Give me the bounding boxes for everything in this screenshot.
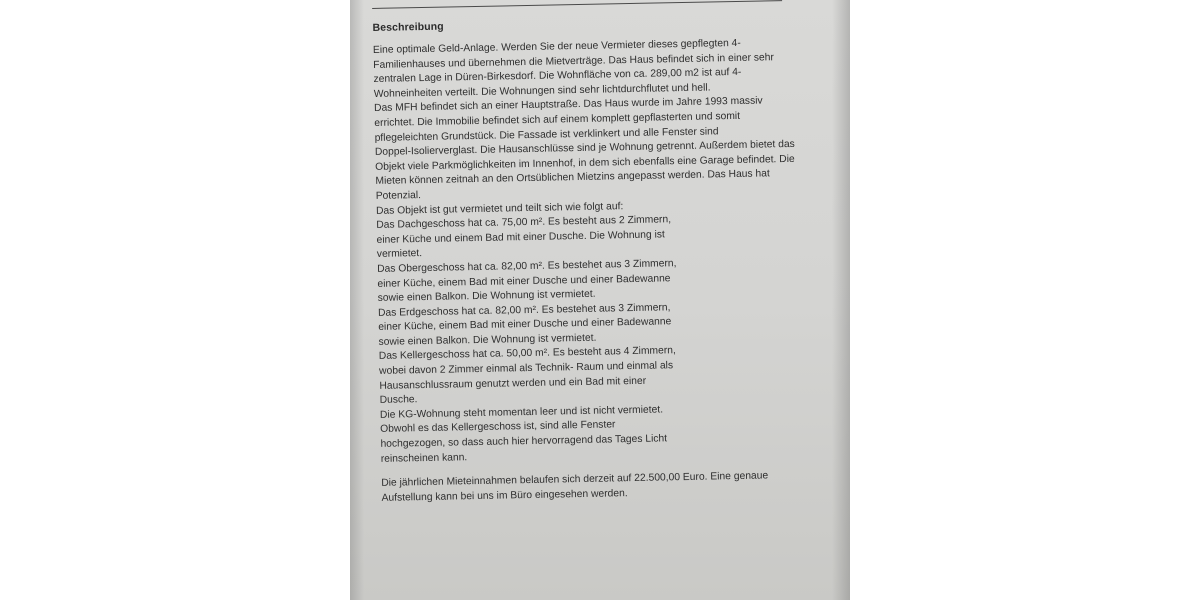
text-line: sowie einen Balkon. Die Wohnung ist vermietet. (377, 288, 596, 304)
text-line: Mieten können zeitnah an den Ortsüblichen Mietzins angepasst werden. Das Haus hat (375, 168, 770, 188)
text-line: errichtet. Die Immobilie befindet sich auf einem komplett gepflasterten und somit (374, 110, 741, 129)
text-line: vermietet. (376, 248, 423, 261)
text-line: Wohneinheiten verteilt. Die Wohnungen sind sehr lichtdurchflutet und hell. (373, 82, 711, 100)
text-line: Aufstellung kann bei uns im Büro eingesehen werden. (381, 487, 628, 504)
text-line: Potenzial. (375, 189, 422, 202)
text-line: Das MFH befindet sich an einer Hauptstraße. Das Haus wurde im Jahre 1993 massiv (373, 95, 763, 115)
text-line: einer Küche, einem Bad mit einer Dusche und einer Badewanne (378, 316, 672, 334)
document-photo (350, 0, 850, 600)
text-line: Das Kellergeschoss hat ca. 50,00 m². Es besteht aus 4 Zimmern, (378, 345, 676, 363)
page-shadow-left (350, 0, 364, 600)
text-line: einer Küche und einem Bad mit einer Dusche. Die Wohnung ist (376, 229, 665, 246)
text-line: Das Dachgeschoss hat ca. 75,00 m². Es besteht aus 2 Zimmern, (376, 214, 672, 232)
text-line: Obwohl es das Kellergeschoss ist, sind alle Fenster (380, 419, 616, 436)
top-rule (372, 0, 782, 9)
text-line: zentralen Lage in Düren-Birkesdorf. Die Wohnfläche von ca. 289,00 m2 ist auf 4- (373, 67, 742, 86)
description-paragraph (373, 36, 811, 467)
text-line: reinscheinen kann. (380, 451, 468, 465)
text-line: Familienhauses und übernehmen die Mietverträge. Das Haus befindet sich in einer sehr (373, 51, 774, 71)
closing-paragraph (381, 469, 811, 506)
section-heading: Beschreibung (372, 20, 444, 34)
text-line: wobei davon 2 Zimmer einmal als Technik- Raum und einmal als (379, 360, 674, 377)
text-line: Dusche. (379, 394, 418, 407)
text-line: Die KG-Wohnung steht momentan leer und ist nicht vermietet. (379, 404, 664, 421)
text-line: Doppel-Isolierverglast. Die Hausanschlüsse sind je Wohnung getrennt. Außerdem bietet das (374, 139, 795, 159)
text-line: pflegeleichten Grundstück. Die Fassade ist verklinkert und alle Fenster sind (374, 125, 719, 144)
document-page (370, 0, 831, 600)
page-shadow-right (832, 0, 850, 600)
text-line: Hausanschlussraum genutzt werden und ein Bad mit einer (379, 375, 647, 392)
text-line: Das Obergeschoss hat ca. 82,00 m². Es bestehet aus 3 Zimmern, (377, 258, 677, 275)
text-line: Das Erdgeschoss hat ca. 82,00 m². Es bestehet aus 3 Zimmern, (377, 301, 671, 319)
text-line: Objekt viele Parkmöglichkeiten im Innenhof, in dem sich ebenfalls eine Garage befindet. Die (375, 153, 795, 173)
text-line: Das Objekt ist gut vermietet und teilt sich wie folgt auf: (375, 200, 624, 217)
text-line: sowie einen Balkon. Die Wohnung ist vermietet. (378, 332, 597, 348)
text-line: Die jährlichen Mieteinnahmen belaufen sich derzeit auf 22.500,00 Euro. Eine genaue (381, 470, 769, 489)
text-line: Eine optimale Geld-Anlage. Werden Sie der neue Vermieter dieses gepflegten 4- (372, 37, 741, 56)
text-line: hochgezogen, so dass auch hier hervorragend das Tages Licht (380, 433, 668, 450)
text-line: einer Küche, einem Bad mit einer Dusche und einer Badewanne (377, 272, 671, 290)
